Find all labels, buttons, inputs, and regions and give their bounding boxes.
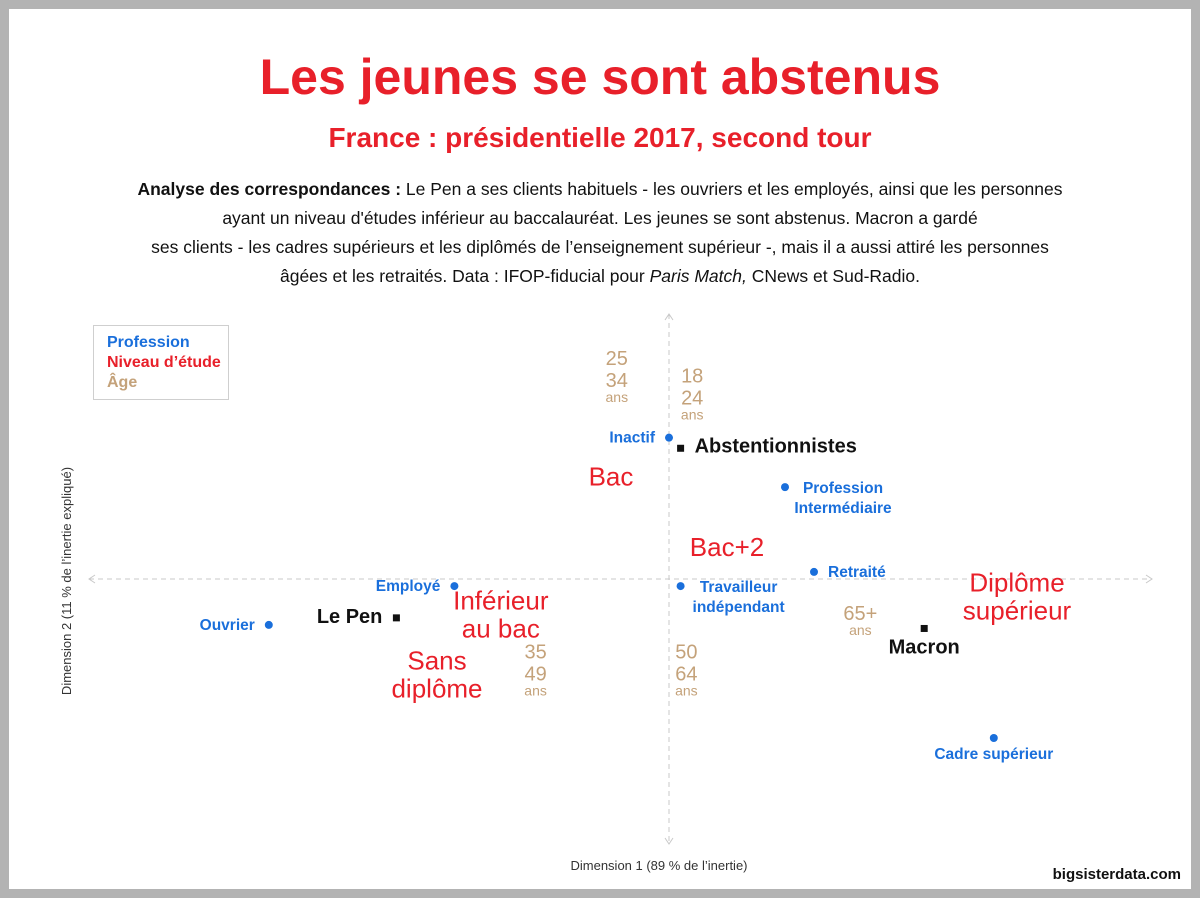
description-line3: ses clients - les cadres supérieurs et les diplômés de l’enseignement supérieur -, mais il a aussi attiré les personnes [151,237,1049,257]
label-50-64-ans-from: 50 [675,641,698,664]
label-18-24-ans-to: 24 [681,387,704,410]
label-travailleur-independant-line1: Travailleur [699,579,778,597]
point-inactif [665,434,673,442]
legend-niveau: Niveau d’étude [107,354,221,371]
point-travailleur-independant [677,582,685,590]
label-18-24-ans-from: 18 [681,365,704,388]
point-retraite [810,568,818,576]
label-retraite: Retraité [828,563,886,581]
label-25-34-ans-to: 34 [605,370,628,393]
label-travailleur-independant-line2: indépendant [692,599,785,617]
label-abstentionnistes: Abstentionnistes [694,435,857,458]
point-abstentionnistes [677,445,684,452]
label-35-49-ans-to: 49 [524,663,547,686]
label-diplome-superieur-line1: Diplôme [969,567,1065,598]
point-le-pen [393,614,400,621]
label-inferieur-au-bac-line1: Inférieur [453,585,549,616]
label-cadre-superieur: Cadre supérieur [934,746,1054,763]
label-le-pen: Le Pen [316,605,383,628]
description-line4b: CNews et Sud-Radio. [746,266,920,286]
label-25-34-ans-from: 25 [605,348,628,371]
label-sans-diplome-line1: Sans [407,645,467,676]
label-35-49-ans-unit: ans [524,682,547,699]
label-25-34-ans-unit: ans [605,389,629,406]
label-macron: Macron [888,636,960,659]
label-inferieur-au-bac-line2: au bac [461,613,540,644]
point-cadre-superieur [990,734,998,742]
legend-age: Âge [107,374,138,391]
chart-title: Les jeunes se sont abstenus [259,49,941,105]
scatter-plot [9,9,1191,889]
label-sans-diplome-line2: diplôme [391,673,483,704]
label-ouvrier: Ouvrier [199,616,255,634]
label-50-64-ans-to: 64 [675,663,698,686]
chart-card [9,9,1191,889]
y-axis-label: Dimension 2 (11 % de l’inertie expliqué) [59,466,74,696]
legend [93,325,229,400]
point-macron [921,625,928,632]
x-axis-label: Dimension 1 (89 % de l’inertie) [570,858,748,873]
label-65-ans-unit: ans [849,621,872,638]
label-inactif: Inactif [609,429,655,447]
label-diplome-superieur-line2: supérieur [962,595,1072,626]
description-line1: Le Pen a ses clients habituels - les ouvriers et les employés, ainsi que les personnes [401,179,1063,199]
label-65-ans-value: 65+ [843,602,878,625]
label-bac-2: Bac+2 [689,532,765,563]
description-line2: ayant un niveau d'études inférieur au baccalauréat. Les jeunes se sont abstenus. Macron a gardé [222,208,978,228]
description-line4-italic: Paris Match, [649,266,747,286]
label-bac: Bac [588,461,634,492]
legend-profession: Profession [107,334,190,351]
label-profession-intermediaire-line2: Intermédiaire [794,500,892,518]
description-lead: Analyse des correspondances : [137,179,402,199]
label-18-24-ans-unit: ans [680,406,704,423]
chart-subtitle: France : présidentielle 2017, second tour [328,122,872,153]
point-profession-intermediaire [781,483,789,491]
point-ouvrier [265,621,273,629]
label-profession-intermediaire-line1: Profession [802,480,884,498]
label-50-64-ans-unit: ans [675,682,698,699]
label-35-49-ans-from: 35 [524,641,547,664]
label-employe: Employé [375,578,441,596]
credit-link[interactable]: bigsisterdata.com [1052,866,1181,883]
description-line4a: âgées et les retraités. Data : IFOP-fiducial pour [279,266,650,286]
